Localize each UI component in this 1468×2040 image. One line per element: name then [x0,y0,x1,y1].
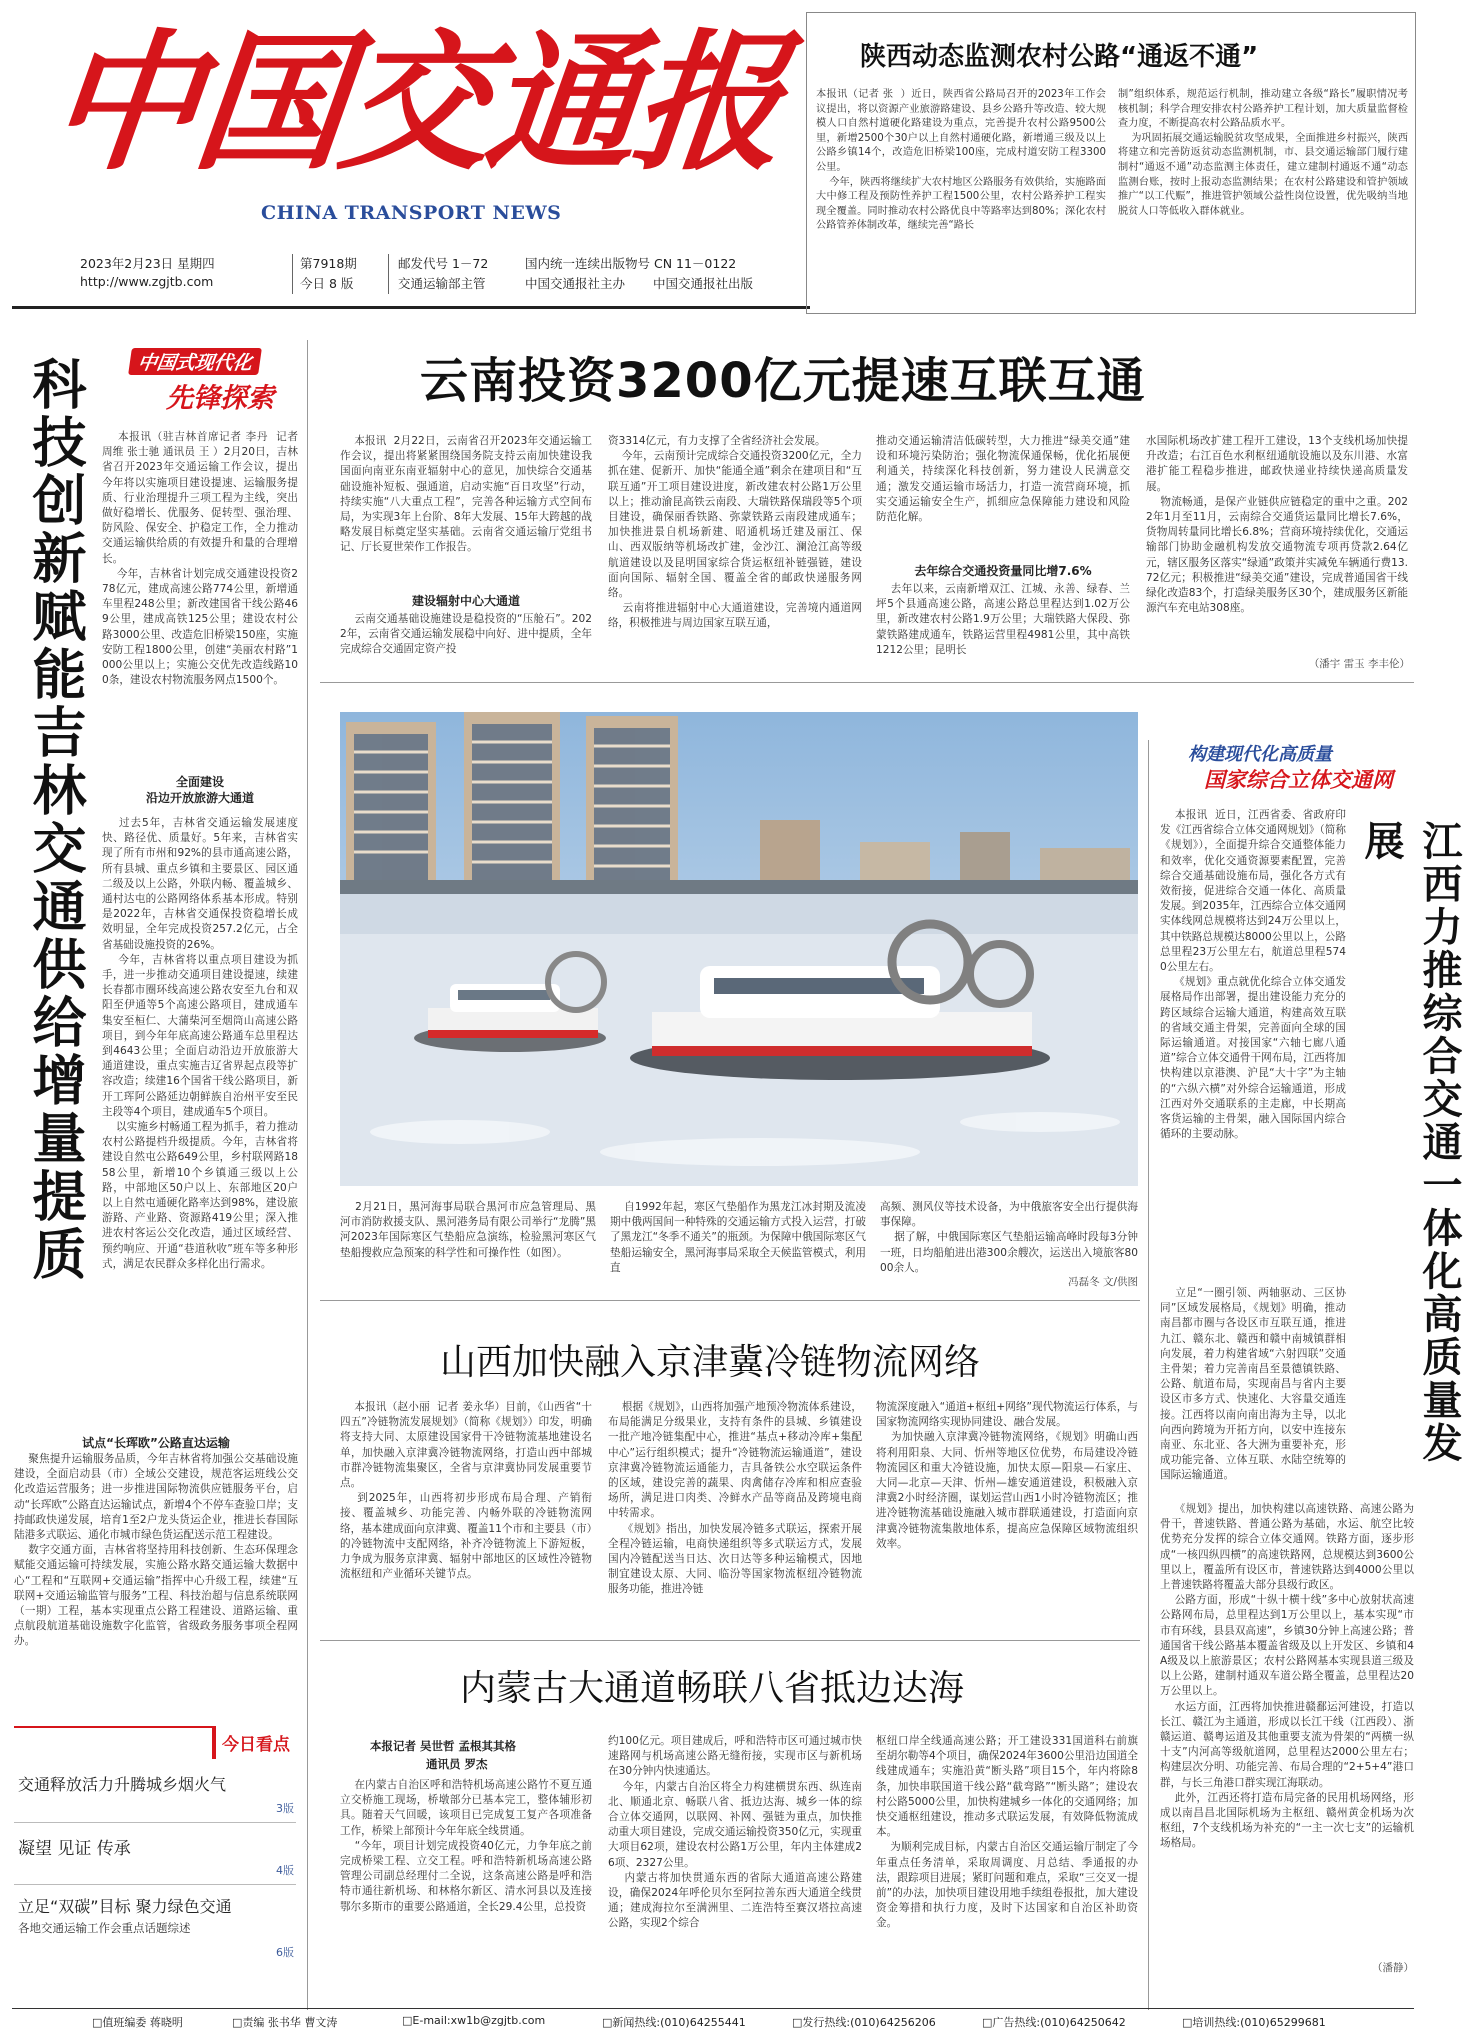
footer-item: □责编 张书华 曹文涛 [232,2016,338,2029]
yunnan-rule [320,682,1414,683]
masthead-logo [18,14,788,234]
banner-line2: 先锋探索 [166,383,274,414]
footer-value: (010)64256206 [850,2016,936,2029]
website-link[interactable]: http://www.zgjtb.com [80,274,214,289]
jiangxi-headline: 江西力推综合交通一体化高质量发展 [1358,820,1463,1465]
today-item-page: 4版 [276,1864,294,1877]
jiangxi-byline: （潘静） [1372,1962,1414,1974]
footer-value: (010)64250642 [1040,2016,1126,2029]
footer-label: 值班编委 [102,2016,147,2029]
jilin-text-2: 过去5年，吉林省交通运输发展速度快、路径优、质量好。5年来，吉林省实现了所有市州和92%的县市通高速公路，所有县城、重点乡镇和主要景区、园区通二级及以上公路，外联内畅、覆盖城乡、通村达屯的公路网络体系基本形成。特别是2022年，吉林省交通保投资稳增长成效明显，全年完成投资257.2亿元，占全省基础设施投资的26%。 今年，吉林省将以重点项目建设为抓手，进一步推动交通项目建设提速，续建长春都市圈环线高速公路农安至九台和双阳至伊通等5个高速公路项目，建成通车集安至桓仁、大蒲柴河至烟筒山高速公路项目，到今年年底高速公路通车总里程达到4643公里；全面启动沿边开放旅游大通道建设，重点实施吉辽省界起点段等扩容改造；续建16个国省干线公路项目，新开工珲阿公路延边朝鲜族自治州平安至民主段等4个项目，建成通车5个项目。 以实施乡村畅通工程为抓手，着力推动农村公路提档升级提质。今年，吉林省将建设自然屯公路649公里，乡村联网路1858公里，新增10个乡镇通三级以上公路，中部地区50户以上、东部地区20户以上自然屯通硬化路率达到98%，建设旅游路、产业路、资源路419公里；深入推进农村客运公交化改造，通过区域经营、预约响应、开通“巷道秋收”班车等多种形式，满足农民群众多样化出行需求。 [102,817,298,1270]
footer-item: □发行热线:(010)64256206 [792,2016,936,2029]
jiangxi-text-1: 本报讯 近日，江西省委、省政府印发《江西省综合立体交通网规划》（简称《规划》），全面提升综合交通整体能力和效率，优化交通资源要素配置，完善综合交通基础设施布局，强化各方式有效衔接，促进综合交通一体化、高质量发展。到2035年，江西综合立体交通网实体线网总规模将达到24万公里以上，其中铁路总规模达8000公里以上，公路总里程23万公里左右，航道总里程5740公里左右。 《规划》重点就优化综合立体交通发展格局作出部署，提出建设能力充分的跨区域综合运输大通道，构建高效互联的省域交通主骨架，完善面向全球的国际运输通道。对接国家“六轴七廊八通道”综合立体交通骨干网布局，江西将加快构建以京港澳、沪昆“大十字”为主轴的“六纵六横”对外综合运输通道，形成江西对外交通联系的主走廊，中长期高客货运输的主骨架，融入国际国内综合循环的主要动脉。 [1160,809,1346,1141]
neimenggu-col3: 枢纽口岸全线通高速公路；开工建设331国道科右前旗至胡尔勒等4个项目，确保2024年3600公里沿边国道全线建成通车；实施沿黄“断头路”项目15个，年内将除8条，加快串联国道干线公路“截弯路”“断头路”；建设农村公路5000公里，加快构建城乡一体化的交通网络；加快交通枢纽建设，推动多式联运发展，有效降低物流成本。 为顺利完成目标，内蒙古自治区交通运输厅制定了今年重点任务清单，采取周调度、月总结、季通报的办法，跟踪项目进展；紧盯问题和难点，采取“三交叉一提前”的办法，加快项目建设用地手续组卷报批，加大建设资金筹措和执行力度，及时下达国家和自治区补助资金。 [876,1735,1138,1930]
yunnan-subhead-1: 建设辐射中心大通道 [411,594,520,608]
footer-value[interactable]: xw1b@zgjtb.com [450,2014,546,2027]
jiangxi-text-3: 《规划》提出，加快构建以高速铁路、高速公路为骨干，普速铁路、普通公路为基础，水运、航空比较优势充分发挥的综合立体交通网。铁路方面，逐步形成“一核四纵四横”的高速铁路网，总规模达到3600公里以上，覆盖所有设区市，普速铁路达到4000公里以上普速铁路将覆盖大部分县级行政区。 公路方面，形成“十纵十横十线”多中心放射状高速公路网布局，总里程达到1万公里以上，基本实现“市市有环线，县县双高速”，乡镇30分钟上高速公路；普通国省干线公路基本覆盖省级及以上开发区、乡镇和4A级及以上旅游景区；农村公路网基本实现县道三级及以上公路，建制村通双车道公路全覆盖，总里程达20万公里以上。 水运方面，江西将加快推进赣鄱运河建设，打造以长江、赣江为主通道，形成以长江干线（江西段）、浙赣运道、赣粤运道及其他重要支流为骨架的“两横一纵十支”内河高等级航道网，总里程达2000公里左右；构建层次分明、功能完善、布局合理的“2+5+4”港口群，与长三角港口群实现江海联动。 此外，江西还将打造布局完备的民用机场网络，形成以南昌昌北国际机场为主枢纽、赣州黄金机场为次枢纽，7个支线机场为补充的“一主一次七支”的运输机场格局。 [1160,1503,1414,1850]
jilin-subhead-1: 全面建设 沿边开放旅游大通道 [145,775,254,805]
shaanxi-col1: 本报讯（记者 张 ）近日，陕西省公路局召开的2023年工作会议提出，将以资源产业旅游路建设、县乡公路升等改造、较大规模人口自然村道硬化路建设为重点，完善提升农村公路9500公里，新增2500个30户以上自然村通硬化路，新增通三级及以上公路乡镇14个，改造危旧桥梁100座，完成村道安防工程3300公里。 今年，陕西将继续扩大农村地区公路服务有效供给，实施路面大中修工程及预防性养护工程1500公里，农村公路养护工程实现全覆盖。同时推动农村公路优良中等路率达到80%；深化农村公路管养体制改革，继续完善“路长 [816,89,1106,232]
yunnan-col1b: 云南交通基础设施建设是稳投资的“压舱石”。2022年，云南省交通运输发展稳中向好、进中提质，全年完成综合交通固定资产投 [340,613,592,656]
jiangxi-banner [1150,740,1414,800]
footer-label: 发行热线 [802,2016,847,2029]
serial-number: 国内统一连续出版物号 CN 11－0122 [525,256,737,271]
jilin-text-3: 聚焦提升运输服务品质，今年吉林省将加强公交基础设施建设，全面启动县（市）全域公交建设，规范客运班线公交化改造运营服务；进一步推进国际物流供应链服务平台，启动“长珲欧”公路直达运输试点，新增4个不停车查验口岸；支持邮政快递发展，培育1至2户龙头货运企业，推进长春国际陆港多式联运、通化市城市绿色货运配送示范工程建设。 数字交通方面，吉林省将坚持用科技创新、生态环保理念赋能交通运输可持续发展，实施公路水路交通运输大数据中心“工程和“互联网+交通运输”指挥中心升级工程，续建“互联网+交通运输监管与服务”工程、科技治超与信息系统联网（一期）工程，基本实现重点公路工程建设、道路运输、重点航段航道基础设施数字化监管，省级政务服务事项全程网办。 [14,1453,298,1648]
feature-banner [124,346,294,416]
photo-credit: 冯磊冬 文/供图 [1068,1276,1138,1288]
footer-label: 培训热线 [1192,2016,1237,2029]
masthead-meta [80,254,800,296]
jilin-subhead-2: 试点“长珲欧”公路直达运输 [82,1436,230,1450]
photo-caption-2: 自1992年起，寒区气垫船作为黑龙江冰封期及流凌期中俄两国间一种特殊的交通运输方式投入运营，打破了黑龙江“冬季不通关”的瓶颈。为保障中俄国际寒区气垫船运输安全，黑河海事局采取全天候监管模式，利用直 [610,1201,866,1274]
banner-line1: 中国式现代化 [128,348,262,375]
today-item-title: 立足“双碳”目标 聚力绿色交通 [18,1897,232,1916]
yunnan-col3: 推动交通运输清洁低碳转型，大力推进“绿美交通”建设和环境污染防治；强化物流保通保畅，优化拓展便利通关，持续深化科技创新，努力建设人民满意交通；激发交通运输市场活力，打造一流营商环境，抓实交通运输安全生产，抓细应急保障能力建设和风险防范化解。 [876,435,1130,524]
photo-caption-1: 2月21日，黑河海事局联合黑河市应急管理局、黑河市消防救援支队、黑河港务局有限公司举行“龙腾”黑河2023年国际寒区气垫船应急演练，检验黑河寒区气垫船搜救应急预案的科学性和可操作性（如图）。 [340,1201,596,1259]
today-item-page: 3版 [276,1802,294,1815]
yunnan-col1: 本报讯 2月22日，云南省召开2023年交通运输工作会议，提出将紧紧围绕国务院支持云南加快建设我国面向南亚东南亚辐射中心的意见，加快综合交通基础设施补短板、强通道，启动实施“百日攻坚”行动，持续实施“八大重点工程”，完善各种运输方式空间布局，为实现3年上台阶、8年大发展、15年大跨越的战略发展目标奠定坚实基础。云南省交通运输厅党组书记、厅长夏世荣作工作报告。 [340,435,592,554]
footer-label: 广告热线 [992,2016,1037,2029]
jilin-text-1: 本报讯（驻吉林首席记者 李丹 记者 周维 张士驰 通讯员 王 ）2月20日，吉林省召开2023年交通运输工作会议，提出今年将以实施项目建设提速、运输服务提质、行业治理提升三项工程为主线，突出做好稳增长、优服务、促转型、强治理、防风险、保安全、护稳定工作，全力推动交通运输供给质的有效提升和量的合理增长。 今年，吉林省计划完成交通建设投资278亿元，建成高速公路774公里，新增通车里程248公里；新改建国省干线公路469公里，建成高铁125公里；建设农村公路3000公里、改造危旧桥梁150座，实施安防工程1800公里，创建“美丽农村路”1000公里以上；实施公交优先改造线路100条，建设农村物流服务网点1500个。 [102,431,298,687]
page-count: 今日 8 版 [300,276,354,291]
shanxi-rule [320,1640,1140,1641]
footer-label: E-mail [412,2014,447,2027]
footer-value: 蒋晓明 [149,2016,183,2029]
today-item[interactable] [14,1832,296,1885]
shanxi-col3: 物流深度融入“通道+枢纽+网络”现代物流运行体系，与国家物流网络实现协同建设、融合发展。 为加快融入京津冀冷链物流网络，《规划》明确山西将利用阳泉、大同、忻州等地区位优势，布局建设冷链物流园区和重大冷链设施，加快太原—阳泉—石家庄、大同—北京—天津、忻州—雄安通道建设，积极融入京津冀2小时经济圈，谋划运营山西1小时冷链物流区；推进冷链物流基础设施融入城市群联通建设，打造面向京津冀冷链物流集散地体系，提高应急保障区域物流组织效率。 [876,1401,1138,1550]
jiangxi-banner-line2: 国家综合立体交通网 [1204,767,1393,792]
postal-code: 邮发代号 1－72 [398,256,489,271]
jiangxi-banner-line1: 构建现代化高质量 [1188,744,1332,765]
sponsor: 中国交通报社主办 [525,276,626,291]
supervisor: 交通运输部主管 [398,276,486,291]
today-header: 今日看点 [212,1726,296,1759]
issue-number: 第7918期 [300,256,357,271]
footer-item: □值班编委 蒋晓明 [92,2016,183,2029]
hovercraft-photo [340,712,1138,1186]
footer-item: □培训热线:(010)65299681 [1182,2016,1326,2029]
neimenggu-byline-2: 通讯员 罗杰 [426,1757,488,1771]
masthead-rule [12,306,810,309]
neimenggu-headline: 内蒙古大通道畅联八省抵边达海 [460,1668,965,1709]
masthead-english: CHINA TRANSPORT NEWS [261,202,562,224]
shanxi-col2: 根据《规划》，山西将加强产地预冷物流体系建设，布局能满足分级果业，支持有条件的县城、乡镇建设一批产地冷链集配中心，推进“基点+移动冷库+集配中心”运行组织模式；提升“冷链物流运输通道”，建设京津冀冷链物流运通能力，吉具备铁公水空联运条件的区域，建设完善的蔬果、肉禽储存冷库和相应查验场所，满足进口肉类、冷鲜水产品等商品及跨境电商中转需求。 《规划》指出，加快发展冷链多式联运，探索开展全程冷链运输，电商快递组织等多式联运方式，发展国内冷链配送当日达、次日达等多种运输模式，因地制宜建设太原、大同、临汾等国家物流枢纽冷链物流服务功能，推进冷链 [608,1401,862,1596]
yunnan-subhead-2: 去年综合交通投资量同比增7.6% [914,564,1092,578]
footer-value: (010)65299681 [1240,2016,1326,2029]
neimenggu-byline-1: 本报记者 吴世哲 孟根其其格 [370,1739,517,1753]
photo-illustration [340,712,1138,1186]
today-box [14,1726,296,2010]
today-item-page: 6版 [276,1946,294,1959]
footer-label: 新闻热线 [612,2016,657,2029]
yunnan-col2: 资3314亿元，有力支撑了全省经济社会发展。 今年，云南预计完成综合交通投资3200亿元，全力抓在建、促新开、加快“能通全通”剩余在建项目和“互联互通”开工项目建设进度，新改建农村公路1万公里以上；推动渝昆高铁云南段、大瑞铁路保瑞段等5个项目建设，确保丽香铁路、弥蒙铁路云南段建成通车；加快推进景自机场新建、昭通机场迁建及丽江、保山、西双版纳等机场改扩建，金沙江、澜沧江高等级航道建设以及昆明国家综合货运枢纽补链强链，建设面向国际、辐射全国、覆盖全省的邮政快递服务网络。 云南将推进辐射中心大通道建设，完善境内通道网络，积极推进与周边国家互联互通， [608,435,862,630]
yunnan-byline: （潘宇 雷玉 李丰伦） [1308,658,1410,670]
footer-item: □广告热线:(010)64250642 [982,2016,1126,2029]
shaanxi-col2: 制”组织体系，规范运行机制，推动建立各级“路长”履职情况考核机制；科学合理安排农村公路养护工程计划，加大质量监督检查力度，不断提高农村公路品质水平。 为巩固拓展交通运输脱贫攻坚成果，全面推进乡村振兴，陕西将建立和完善防返贫动态监测机制，市、县交通运输部门履行建制村“通返不通”动态监测主体责任，建立建制村通返不通“动态监测台账，按时上报动态监测结果；在农村公路建设和管护领域推广“以工代赈”，推进管护领域公益性岗位设置，优先吸纳当地脱贫人口等低收入群体就业。 [1118,89,1408,217]
photo-rule [320,1300,1140,1301]
meta-divider [292,254,293,294]
shanxi-col1: 本报讯（赵小丽 记者 姜永华）目前，《山西省“十四五”冷链物流发展规划》（简称《规划》）印发，明确将支持大同、太原建设国家骨干冷链物流基地建设名单，加快融入京津冀冷链物流网络，打造山西中部城市群冷链物流集聚区，全省与京津冀协同发展重要节点。 到2025年，山西将初步形成布局合理、产销衔接、覆盖城乡、功能完善、内畅外联的冷链物流网络，基本建成面向京津冀、覆盖11个市和主要县（市）的冷链物流中支配网络，补齐冷链物流上下游短板，力争成为服务京津冀、辐射中部地区的区域性冷链物流枢纽和产业循环关键节点。 [340,1401,592,1581]
footer-value: (010)64255441 [660,2016,746,2029]
footer-item: □新闻热线:(010)64255441 [602,2016,746,2029]
jilin-headline: 科技创新赋能吉林交通供给增量提质 [24,356,88,1284]
footer-label: 责编 [242,2016,265,2029]
today-item-title: 凝望 见证 传承 [18,1839,131,1859]
shaanxi-headline: 陕西动态监测农村公路“通返不通” [860,42,1259,72]
footer-rule [12,2008,1414,2009]
yunnan-headline: 云南投资3200亿元提速互联互通 [420,353,1146,409]
column-rule [1148,740,1149,2010]
footer-item: □E-mail:xw1b@zgjtb.com [402,2014,546,2027]
yunnan-col3b: 去年以来，云南新增双江、江城、永善、绿春、兰坪5个县通高速公路，高速公路总里程达到1.02万公里，新改建农村公路1.9万公里；大瑞铁路大保段、弥蒙铁路建成通车，铁路运营里程4981公里，其中高铁1212公里；昆明长 [876,583,1130,656]
today-item-subtitle: 各地交通运输工作会重点话题综述 [18,1921,191,1935]
neimenggu-col1: 在内蒙古自治区呼和浩特机场高速公路竹不夏互通立交桥施工现场，桥墩部分已基本完工，整体辅形初具。随着天气回暖，该项目已完成复工复产各项准备工作，桥梁上部预计今年年底全线贯通。 “今年，项目计划完成投资40亿元，力争年底之前完成桥梁工程、立交工程。呼和浩特新机场高速公路管理公司副总经理付二全说，这条高速公路是呼和浩特市通往新机场、和林格尔新区、清水河县以及连接鄂尔多斯市的重要公路通道，全长29.4公里，总投资 [340,1779,592,1913]
neimenggu-col2: 约100亿元。项目建成后，呼和浩特市区可通过城市快速路网与机场高速公路无缝衔接，实现市区与新机场在30分钟内快速通达。 今年，内蒙古自治区将全力构建横贯东西、纵连南北、顺通北京、畅联八省、抵边达海、城乡一体的综合立体交通网，以联网、补网、强链为重点，加快推动重大项目建设，完成交通运输投资350亿元，实现重大项目62项，建设农村公路1万公里，年内主体建成26项、2327公里。 内蒙古将加快贯通东西的省际大通道高速公路建设，确保2024年呼伦贝尔至阿拉善东西大通道全线贯通；建成海拉尔至满洲里、二连浩特至赛汉塔拉高速公路，实现2个综合 [608,1735,862,1930]
footer-value: 张书华 曹文涛 [267,2016,338,2029]
meta-divider [388,254,389,294]
photo-caption-3: 高频、测风仪等技术设备，为中俄旅客安全出行提供海事保障。 据了解，中俄国际寒区气垫船运输高峰时段每3分钟一班，日均船舶进出港300余艘次，运送出入境旅客8000余人。 [880,1201,1138,1274]
publisher: 中国交通报社出版 [653,276,754,291]
footer [12,2012,1414,2032]
today-item[interactable] [14,1892,296,1976]
masthead-title: 中国交通报 [40,15,790,191]
today-item[interactable] [14,1770,296,1823]
jiangxi-text-2: 立足“一圈引领、两轴驱动、三区协同”区域发展格局，《规划》明确，推动南昌都市圈与各设区市互联互通，推进九江、赣东北、赣西和赣中南城镇群相向发展，着力构建省域“六射四联”交通主骨架；着力完善南昌至景德镇铁路、公路、航道布局，实现南昌与省内主要设区市多方式、快速化、大容量交通连接。江西将以南向南出海为主导，以北向西向跨境为开拓方向，以安中连接东南亚、东北亚、各大洲为重要补充，形成功能完备、立体互联、水陆空统筹的国际运输通道。 [1160,1287,1346,1482]
today-item-title: 交通释放活力升腾城乡烟火气 [18,1775,227,1794]
shanxi-headline: 山西加快融入京津冀冷链物流网络 [440,1342,981,1383]
column-rule [307,340,308,2010]
yunnan-col4: 水国际机场改扩建工程开工建设，13个支线机场加快提升改造；右江百色水利枢纽通航设施以及东川港、水富港扩能工程稳步推进，邮政快递业持续快递高质量发展。 物流畅通，是保产业链供应链稳定的重中之重。2022年1月至11月，云南综合交通货运量同比增长7.6%，货物周转量同比增长6.8%；营商环境持续优化，交通运输部门协助金融机构发放交通物流专项再贷款2.64亿元，辖区服务区落实“绿通”政策并实减免车辆通行费13.72亿元；积极推进“绿美交通”建设，完成普通国省干线绿化改造83个，打造绿美服务区30个，建成服务区新能源汽车充电站308座。 [1146,435,1408,615]
issue-date: 2023年2月23日 星期四 [80,256,215,271]
